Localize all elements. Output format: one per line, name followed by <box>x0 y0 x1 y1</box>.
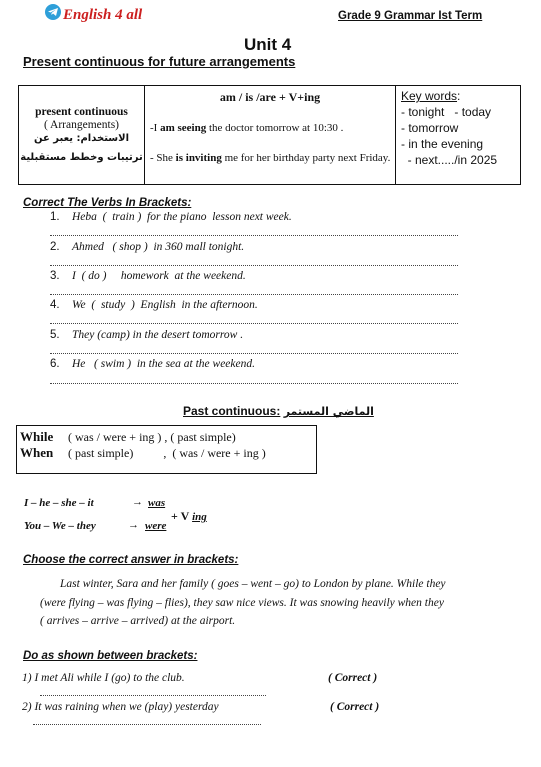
unit-title: Unit 4 <box>244 35 292 54</box>
exercise-item: 4. We ( study ) English in the afternoon. <box>50 299 258 311</box>
paragraph-line: ( arrives – arrive – arrived) at the airport. <box>40 615 236 627</box>
arrow-icon: → <box>128 519 139 531</box>
paragraph-line: Last winter, Sara and her family ( goes – went – go) to London by plane. While they <box>60 578 446 590</box>
while-rule: While ( was / were + ing ) , ( past simple) <box>20 429 236 444</box>
answer-line[interactable] <box>50 353 458 354</box>
past-continuous-title: Past continuous: الماضي المستمر <box>183 404 374 418</box>
section-title-do-as-shown: Do as shown between brackets: <box>23 650 198 662</box>
answer-line[interactable] <box>50 294 458 295</box>
aux-was: was <box>148 497 166 509</box>
answer-line[interactable] <box>50 383 458 384</box>
plural-pronouns: You – We – they <box>24 520 96 532</box>
question-2: 2) It was raining when we (play) yesterday <box>22 701 219 713</box>
telegram-icon <box>45 4 61 20</box>
tense-name: present continuous <box>35 106 128 118</box>
keywords-cell: Key words: - tonight - today - tomorrow - in the evening - next...../in 2025 <box>396 86 521 185</box>
grammar-table <box>18 85 521 185</box>
aux-were: were <box>145 520 167 532</box>
formula: am / is /are + V+ing <box>219 90 321 104</box>
section-title-correct-verbs: Correct The Verbs In Brackets: <box>23 197 192 209</box>
answer-line[interactable] <box>40 695 266 696</box>
paragraph-line: (were flying – was flying – flies), they saw nice views. It was snowing heavily when they <box>40 597 444 609</box>
keyword-line: - tomorrow <box>401 121 459 135</box>
keyword-line: - tonight - today <box>401 105 492 119</box>
brand-title: English 4 all <box>63 7 143 23</box>
usage-arabic-1: الاستخدام: يعبر عن <box>33 133 130 144</box>
when-rule: When ( past simple) , ( was / were + ing ) <box>20 445 266 460</box>
keyword-line: - next...../in 2025 <box>401 153 498 167</box>
exercise-item: 3. I ( do ) homework at the weekend. <box>50 270 246 282</box>
question-2-tag: ( Correct ) <box>330 701 380 713</box>
exercise-item: 5. They (camp) in the desert tomorrow . <box>50 329 244 341</box>
lesson-subtitle: Present continuous for future arrangements <box>23 54 296 69</box>
exercise-item: 6. He ( swim ) in the sea at the weekend. <box>50 358 255 370</box>
question-1: 1) I met Ali while I (go) to the club. <box>22 672 185 684</box>
answer-line[interactable] <box>50 323 458 324</box>
answer-line[interactable] <box>50 265 458 266</box>
example-2: - She is inviting me for her birthday party next Friday. <box>150 152 391 164</box>
usage-cell <box>19 86 145 185</box>
answer-line[interactable] <box>50 235 458 236</box>
formula-cell <box>145 86 396 185</box>
term-label: Grade 9 Grammar Ist Term <box>338 10 483 22</box>
example-1: -I am seeing the doctor tomorrow at 10:30 . <box>150 122 344 134</box>
plus-verb: + V ing <box>171 509 207 523</box>
exercise-item: 2. Ahmed ( shop ) in 360 mall tonight. <box>50 241 245 253</box>
singular-pronouns: I – he – she – it <box>24 497 94 509</box>
keyword-line: - in the evening <box>401 137 484 151</box>
usage-arabic-2: ترتيبات وخطط مستقبلية <box>20 152 143 163</box>
exercise-item: 1. Heba ( train ) for the piano lesson next week. <box>50 211 292 223</box>
answer-line[interactable] <box>33 724 261 725</box>
question-1-tag: ( Correct ) <box>328 672 378 684</box>
tense-usage: ( Arrangements) <box>43 119 120 131</box>
arrow-icon: → <box>132 496 143 508</box>
keywords-title: Key words <box>401 89 458 103</box>
section-title-choose: Choose the correct answer in brackets: <box>23 554 239 566</box>
